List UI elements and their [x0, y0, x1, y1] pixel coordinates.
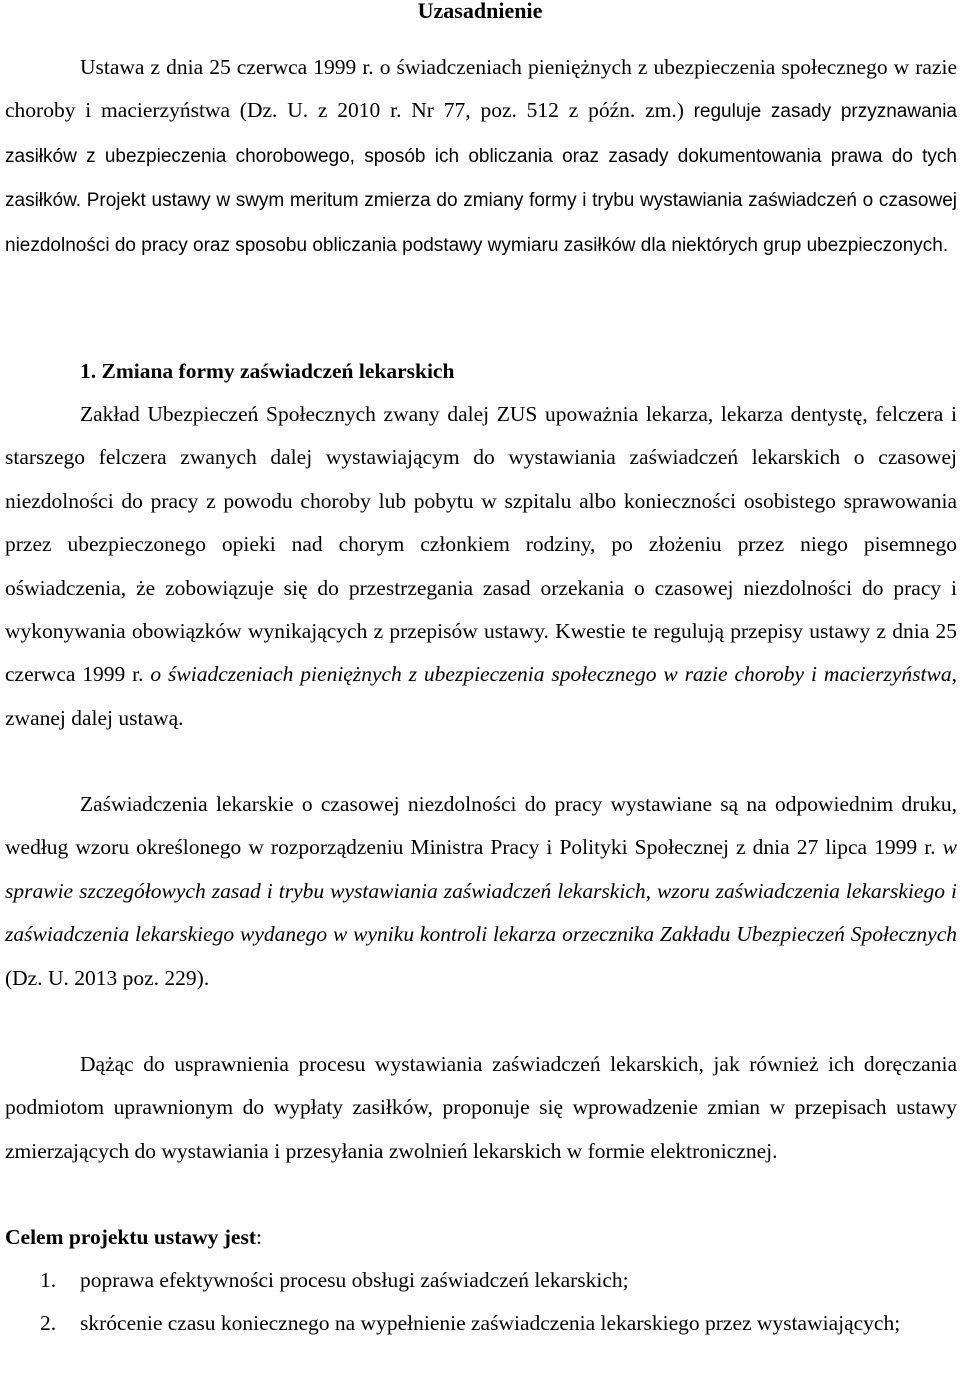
goals-list — [5, 1259, 957, 1346]
section-heading — [80, 350, 454, 393]
goal-text: skrócenie czasu koniecznego na wypełnienie zaświadczenia lekarskiego przez wystawiających; — [80, 1311, 901, 1336]
intro-body-text: reguluje zasady przyznawania zasiłków z ubezpieczenia chorobowego, sposób ich obliczania oraz zasady dokumentowania prawa do tych zasiłków. Projekt ustawy w swym meritum zmierza do zmiany formy i trybu wystawiania zaświadczeń o czasowej niezdolności do pracy oraz sposobu obliczania podstawy wymiaru zasiłków dla niektórych grup ubezpieczonych. — [5, 101, 957, 256]
goals-lead — [5, 1216, 262, 1259]
zus-text-end: , zwanej dalej ustawą. — [5, 662, 958, 730]
intro-legal-reference: Ustawa z dnia 25 czerwca 1999 r. o świadczeniach pieniężnych z ubezpieczenia społecznego w razie choroby i macierzyństwa (Dz. U. z 2010 r. Nr 77, poz. 512 z późn. zm.) — [5, 55, 957, 123]
document-title: Uzasadnienie — [417, 0, 543, 23]
act-title-italic: o świadczeniach pieniężnych z ubezpieczenia społecznego w razie choroby i macierzyństwa — [150, 662, 952, 687]
certificates-paragraph — [5, 783, 957, 1000]
goal-item — [5, 1302, 957, 1345]
goals-lead-bold: Celem projektu ustawy jest — [5, 1225, 256, 1249]
zus-paragraph — [5, 393, 957, 740]
section-title: Zmiana formy zaświadczeń lekarskich — [101, 359, 455, 383]
section-number: 1. — [80, 359, 97, 383]
goals-lead-colon: : — [256, 1225, 262, 1249]
goal-number: 1. — [40, 1268, 57, 1292]
goal-text: poprawa efektywności procesu obsługi zaświadczeń lekarskich; — [80, 1268, 629, 1292]
goal-number: 2. — [40, 1311, 57, 1336]
zus-text: Zakład Ubezpieczeń Społecznych zwany dalej ZUS upoważnia lekarza, lekarza dentystę, felczera i starszego felczera zwanych dalej wystawiającym do wystawiania zaświadczeń lekarskich o czasowej niezdolności do pracy z powodu choroby lub pobytu w szpitalu albo konieczności osobistego sprawowania przez ubezpieczonego opieki nad chorym członkiem rodziny, po złożeniu przez niego pisemnego oświadczenia, że zobowiązuje się do przestrzegania zasad orzekania o czasowej niezdolności do pracy i wykonywania obowiązków wynikających z przepisów ustawy. Kwestie te regulują przepisy ustawy z dnia 25 czerwca 1999 r. — [5, 402, 957, 687]
certificates-text-end: (Dz. U. 2013 poz. 229). — [5, 965, 210, 990]
improvement-paragraph: Dążąc do usprawnienia procesu wystawiania zaświadczeń lekarskich, jak również ich doręczania podmiotom uprawnionym do wypłaty zasiłków, proponuje się wprowadzenie zmian w przepisach ustawy zmierzających do wystawiania i przesyłania zwolnień lekarskich w formie elektronicznej. — [5, 1052, 957, 1163]
regulation-title-italic: w sprawie szczegółowych zasad i trybu wystawiania zaświadczeń lekarskich, wzoru zaświadczenia lekarskiego i zaświadczenia lekarskiego wydanego w wyniku kontroli lekarza orzecznika Zakładu Ubezpieczeń Społecznych — [5, 835, 957, 947]
intro-paragraph — [5, 46, 957, 267]
goal-item — [5, 1259, 957, 1302]
certificates-text: Zaświadczenia lekarskie o czasowej niezdolności do pracy wystawiane są na odpowiednim druku, według wzoru określonego w rozporządzeniu Ministra Pracy i Polityki Społecznej z dnia 27 lipca 1999 r. — [5, 792, 957, 860]
